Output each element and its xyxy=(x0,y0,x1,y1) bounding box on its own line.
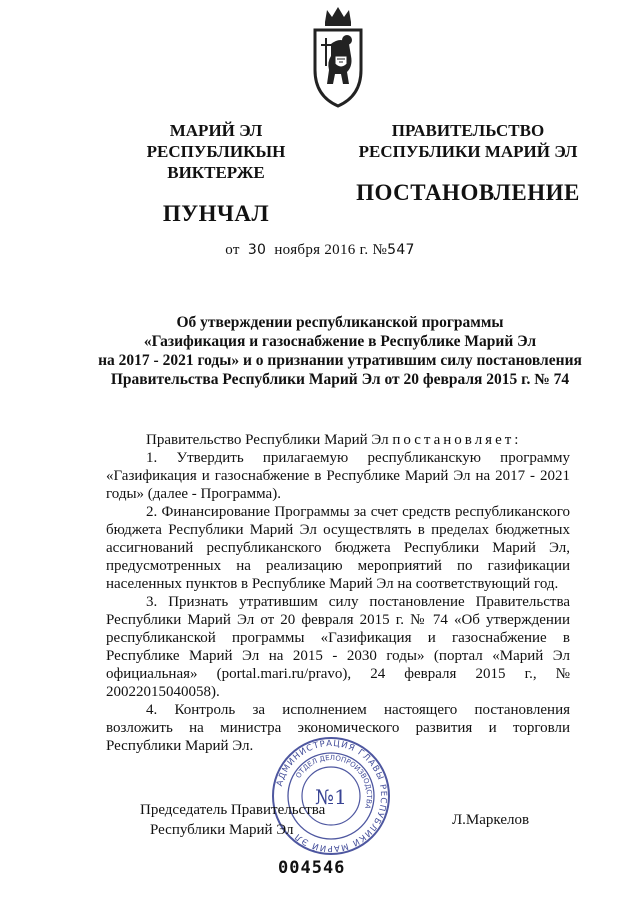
header-russian-line2: РЕСПУБЛИКИ МАРИЙ ЭЛ xyxy=(358,142,578,161)
date-day: 30 xyxy=(247,242,267,258)
signature-name: Л.Маркелов xyxy=(452,812,530,828)
date-month-year: ноября 2016 г. № xyxy=(274,242,388,258)
intro-verb: постановляет: xyxy=(392,432,522,448)
header-mari-line1: МАРИЙ ЭЛ РЕСПУБЛИКЫН xyxy=(146,121,286,161)
header-russian-doc-type: ПОСТАНОВЛЕНИЕ xyxy=(356,180,580,205)
header-mari-line2: ВИКТЕРЖЕ xyxy=(167,163,265,182)
header-russian-line1: ПРАВИТЕЛЬСТВО xyxy=(391,121,545,140)
document-body xyxy=(106,431,570,755)
document-title xyxy=(90,313,590,389)
title-line-3: на 2017 - 2021 годы» и о признании утратившим силу постановления xyxy=(98,352,582,369)
seal-outer-text: АДМИНИСТРАЦИЯ ГЛАВЫ РЕСПУБЛИКИ МАРИЙ ЭЛ xyxy=(274,738,389,854)
intro-subject: Правительство Республики Марий Эл xyxy=(146,432,389,448)
paragraph-1: 1. Утвердить прилагаемую республиканскую программу «Газификация и газоснабжение в Республике Марий Эл на 2017 - 2021 годы» (далее - Программа). xyxy=(106,450,570,502)
signature-title-line1: Председатель Правительства xyxy=(140,802,326,818)
header-russian xyxy=(352,120,584,203)
signature-title-line2: Республики Марий Эл xyxy=(150,822,294,838)
signature-title xyxy=(140,800,325,840)
paragraph-3: 3. Признать утратившим силу постановление Правительства Республики Марий Эл от 20 февраля 2015 г. № 74 «Об утверждении республиканской программы «Газификация и газоснабжение в Республике Марий Эл на 2015 - 2030 годы» (портал «Марий Эл официальная» (portal.mari.ru/pravo), 24 февраля 2015 г., № 20022015040058). xyxy=(106,594,570,700)
paragraph-4: 4. Контроль за исполнением настоящего постановления возложить на министра экономического развития и торговли Республики Марий Эл. xyxy=(106,702,570,754)
title-line-2: «Газификация и газоснабжение в Республике Марий Эл xyxy=(143,333,537,350)
title-line-4: Правительства Республики Марий Эл от 20 февраля 2015 г. № 74 xyxy=(110,371,570,388)
title-line-1: Об утверждении республиканской программы xyxy=(176,314,504,331)
seal-inner-text: ОТДЕЛ ДЕЛОПРОИЗВОДСТВА xyxy=(294,753,374,810)
coat-of-arms-icon xyxy=(305,4,371,112)
date-prefix: от xyxy=(225,242,240,258)
paragraph-2: 2. Финансирование Программы за счет средств республиканского бюджета Республики Марий Эл осуществлять в пределах бюджетных ассигнований республиканского бюджета Республики Марий Эл, предусмотренных на реализацию мероприятий по газификации населенных пунктов в Республике Марий Эл на соответствующий год. xyxy=(106,504,570,592)
header-mari xyxy=(100,120,332,224)
header-mari-doc-type: ПУНЧАЛ xyxy=(162,201,270,226)
seal-number: №1 xyxy=(315,785,347,809)
serial-number: 004546 xyxy=(278,858,346,878)
document-date-line xyxy=(0,242,640,259)
body-intro xyxy=(106,431,570,449)
coat-of-arms-emblem xyxy=(305,4,371,112)
document-number: 547 xyxy=(387,242,415,258)
